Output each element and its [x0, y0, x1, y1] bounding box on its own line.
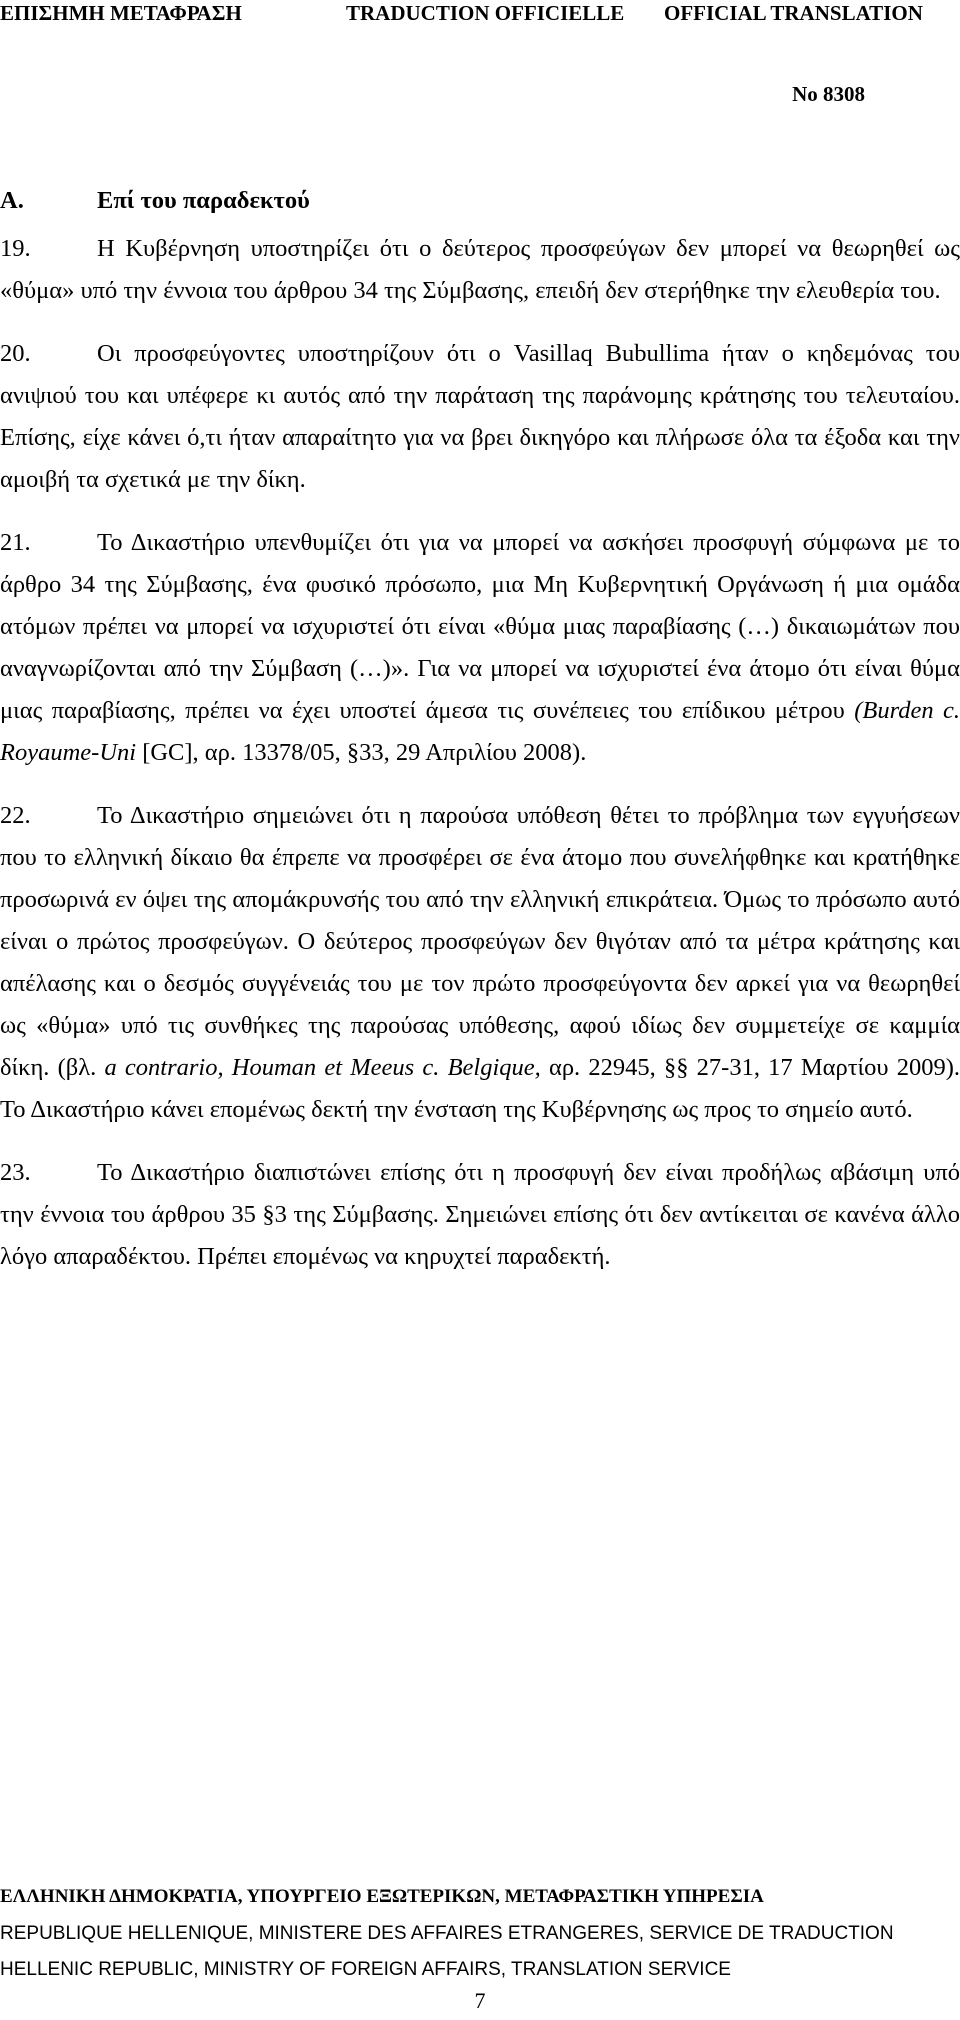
page-header	[0, 0, 960, 30]
document-body	[0, 180, 960, 1299]
header-greek: ΕΠΙΣΗΜΗ ΜΕΤΑΦΡΑΣΗ	[0, 1, 242, 25]
paragraph-23	[0, 1152, 960, 1278]
paragraph-22	[0, 795, 960, 1131]
paragraph-number: 22.	[0, 802, 31, 829]
paragraph-text: Το Δικαστήριο υπενθυμίζει ότι για να μπορεί να ασκήσει προσφυγή σύμφωνα με το άρθρο 34 της Σύμβασης, ένα φυσικό πρόσωπο, μια Μη Κυβερνητική Οργάνωση ή μια ομάδα ατόμων πρέπει να μπορεί να ισχυριστεί ότι είναι «θύμα μιας παραβίασης (…) δικαιωμάτων που αναγνωρίζονται από την Σύμβαση (…)». Για να μπορεί να ισχυριστεί ένα άτομο ότι είναι θύμα μιας παραβίασης, πρέπει να έχει υποστεί άμεσα τις συνέπειες του επίδικου μέτρου	[0, 529, 960, 724]
paragraph-21	[0, 522, 960, 774]
paragraph-text-cont: αρ. 22945, §§ 27-31, 17 Μαρτίου 2009). Το Δικαστήριο κάνει επομένως δεκτή την ένσταση της Κυβέρνησης ως προς το σημείο αυτό.	[0, 1054, 960, 1123]
section-letter: A.	[0, 187, 24, 214]
case-citation: a contrario, Houman et Meeus c. Belgique,	[104, 1054, 541, 1081]
footer-english: HELLENIC REPUBLIC, MINISTRY OF FOREIGN AFFAIRS, TRANSLATION SERVICE	[0, 1959, 731, 1980]
footer-french: REPUBLIQUE HELLENIQUE, MINISTERE DES AFFAIRES ETRANGERES, SERVICE DE TRADUCTION	[0, 1923, 894, 1944]
paragraph-number: 20.	[0, 340, 31, 367]
section-heading	[0, 180, 960, 222]
case-citation: (Burden c. Royaume-Uni	[0, 697, 960, 766]
paragraph-text: Οι προσφεύγοντες υποστηρίζουν ότι ο Vasillaq Bubullima ήταν ο κηδεμόνας του ανιψιού του και υπέφερε κι αυτός από την παράταση της παράνομης κράτησης του τελευταίου. Επίσης, είχε κάνει ό,τι ήταν απαραίτητο για να βρει δικηγόρο και πλήρωσε όλα τα έξοδα και την αμοιβή τα σχετικά με την δίκη.	[0, 340, 960, 493]
paragraph-number: 19.	[0, 235, 31, 262]
page-number: 7	[474, 1988, 486, 2013]
footer-greek: ΕΛΛΗΝΙΚΗ ΔΗΜΟΚΡΑΤΙΑ, ΥΠΟΥΡΓΕΙΟ ΕΞΩΤΕΡΙΚΩΝ, ΜΕΤΑΦΡΑΣΤΙΚΗ ΥΠΗΡΕΣΙΑ	[0, 1886, 764, 1907]
header-french: TRADUCTION OFFICIELLE	[346, 1, 625, 25]
paragraph-text: Το Δικαστήριο σημειώνει ότι η παρούσα υπόθεση θέτει το πρόβλημα των εγγυήσεων που το ελληνική δίκαιο θα έπρεπε να προσφέρει σε ένα άτομο που συνελήφθηκε και κρατήθηκε προσωρινά εν όψει της απομάκρυνσής του από την ελληνική επικράτεια. Όμως το πρόσωπο αυτό είναι ο πρώτος προσφεύγων. Ο δεύτερος προσφεύγων δεν θιγόταν από τα μέτρα κράτησης και απέλασης και ο δεσμός συγγένειάς του με τον πρώτο προσφεύγοντα δεν αρκεί για να θεωρηθεί ως «θύμα» υπό τις συνθήκες της παρούσας υπόθεσης, αφού ιδίως δεν συμμετείχε σε καμμία δίκη. (βλ.	[0, 802, 960, 1081]
paragraph-text-cont: [GC], αρ. 13378/05, §33, 29 Απριλίου 2008).	[136, 739, 587, 766]
paragraph-number: 23.	[0, 1159, 31, 1186]
paragraph-20	[0, 333, 960, 501]
paragraph-text: Το Δικαστήριο διαπιστώνει επίσης ότι η προσφυγή δεν είναι προδήλως αβάσιμη υπό την έννοια του άρθρου 35 §3 της Σύμβασης. Σημειώνει επίσης ότι δεν αντίκειται σε κανένα άλλο λόγο απαραδέκτου. Πρέπει επομένως να κηρυχτεί παραδεκτή.	[0, 1159, 960, 1270]
section-title: Επί του παραδεκτού	[97, 187, 310, 214]
paragraph-text: Η Κυβέρνηση υποστηρίζει ότι ο δεύτερος προσφεύγων δεν μπορεί να θεωρηθεί ως «θύμα» υπό την έννοια του άρθρου 34 της Σύμβασης, επειδή δεν στερήθηκε την ελευθερία του.	[0, 235, 960, 304]
paragraph-number: 21.	[0, 529, 31, 556]
document-number: No 8308	[792, 82, 865, 106]
paragraph-19	[0, 228, 960, 312]
header-english: OFFICIAL TRANSLATION	[664, 1, 923, 25]
page-footer	[0, 1878, 960, 1988]
